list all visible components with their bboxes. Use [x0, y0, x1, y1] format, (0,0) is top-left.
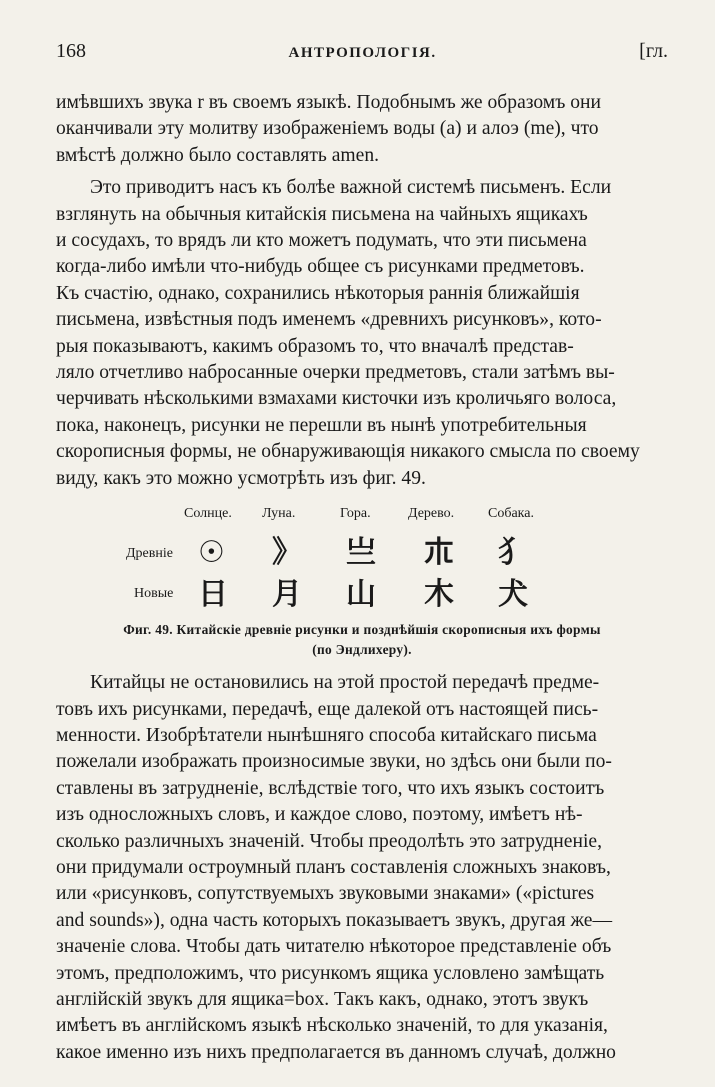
chapter-abbrev: [гл.: [639, 40, 668, 62]
text-line: сколько различныхъ значеній. Чтобы преодолѣть это затрудненіе,: [56, 830, 602, 852]
column-header-sun: Солнце.: [184, 506, 232, 522]
text-line: англійскій звукъ для ящика=box. Такъ какъ, однако, этотъ звукъ: [56, 988, 589, 1010]
text-line: ставлены въ затрудненіе, вслѣдствіе того, что ихъ языкъ состоитъ: [56, 777, 605, 799]
column-header-moon: Луна.: [262, 506, 296, 522]
text-line: они придумали остроумный планъ составленія сложныхъ знаковъ,: [56, 856, 611, 878]
text-line: менности. Изобрѣтатели нынѣшняго способа китайскаго письма: [56, 724, 597, 746]
running-title: АНТРОПОЛОГІЯ.: [288, 45, 437, 61]
text-line: имѣвшихъ звука r въ своемъ языкѣ. Подобнымъ же образомъ они: [56, 92, 602, 113]
book-page: [56, 40, 668, 1066]
modern-dog-glyph: 犬: [498, 577, 528, 613]
text-line: значеніе слова. Чтобы дать читателю нѣкоторое представленіе объ: [56, 936, 612, 958]
row-label-ancient: Древніе: [126, 546, 173, 562]
column-header-dog: Собака.: [488, 506, 534, 522]
row-label-modern: Новые: [134, 586, 174, 602]
text-line: пока, наконецъ, рисунки не перешли въ нынѣ употребительныя: [56, 414, 587, 436]
text-line: этомъ, предположимъ, что рисункомъ ящика условлено замѣщать: [56, 962, 605, 984]
text-line: изъ односложныхъ словъ, и каждое слово, поэтому, имѣетъ нѣ-: [56, 804, 583, 826]
text-line: товъ ихъ рисунками, передачѣ, еще далекой отъ настоящей пись-: [56, 698, 599, 720]
text-line: вмѣстѣ должно было составлять amen.: [56, 144, 380, 166]
figure-caption-line-1: Фиг. 49. Китайскіе древніе рисунки и позднѣйшія скорописныя ихъ формы: [123, 622, 601, 638]
text-line: скорописныя формы, не обнаруживающія никакого смысла по своему: [56, 441, 640, 463]
text-line: Къ счастію, однако, сохранились нѣкоторыя раннія ближайшія: [56, 282, 580, 304]
ancient-tree-glyph: 𣎳: [424, 535, 454, 571]
modern-moon-glyph: 月: [272, 577, 302, 613]
text-line: Китайцы не остановились на этой простой передачѣ предме-: [90, 672, 600, 694]
page-number: 168: [56, 40, 86, 62]
figure-caption-line-2: (по Эндлихеру).: [312, 642, 412, 658]
text-line: ляло отчетливо набросанные очерки предметовъ, стали затѣмъ вы-: [56, 362, 615, 384]
paragraph-1: [56, 90, 668, 169]
text-line: виду, какъ это можно усмотрѣть изъ фиг. 49.: [56, 467, 426, 489]
ancient-moon-glyph: 》: [272, 535, 302, 571]
text-line: and sounds»), одна часть которыхъ показываетъ звукъ, другая же—: [56, 909, 613, 931]
text-line: и сосудахъ, то врядъ ли кто можетъ подумать, что эти письмена: [56, 230, 587, 252]
text-line: черчивать нѣсколькими взмахами кисточки изъ кроличьяго волоса,: [56, 388, 617, 410]
column-header-mountain: Гора.: [340, 506, 371, 522]
text-line: письмена, извѣстныя подъ именемъ «древнихъ рисунковъ», кото-: [56, 309, 602, 331]
running-head: [56, 40, 668, 76]
text-line: взглянуть на обычныя китайскія письмена на чайныхъ ящикахъ: [56, 203, 588, 225]
modern-tree-glyph: 木: [424, 577, 454, 613]
ancient-sun-glyph: ☉: [198, 535, 225, 571]
text-line: имѣетъ въ англійскомъ языкѣ нѣсколько значеній, то для указанія,: [56, 1015, 608, 1037]
modern-mountain-glyph: 山: [346, 577, 376, 613]
text-line: пожелали изображать произносимые звуки, но здѣсь они были по-: [56, 751, 612, 773]
ancient-dog-glyph: 犭: [498, 535, 528, 571]
figure-49: [56, 502, 668, 662]
paragraph-3: [56, 670, 668, 1066]
text-line: рыя показываютъ, какимъ образомъ то, что вначалѣ представ-: [56, 335, 574, 357]
ancient-mountain-glyph: 亗: [346, 535, 376, 571]
modern-sun-glyph: 日: [198, 577, 228, 613]
paragraph-2: [56, 175, 668, 492]
text-line: Это приводитъ насъ къ болѣе важной системѣ письменъ. Если: [90, 177, 612, 199]
text-line: какое именно изъ нихъ предполагается въ данномъ случаѣ, должно: [56, 1041, 616, 1063]
text-line: когда-либо имѣли что-нибудь общее съ рисунками предметовъ.: [56, 256, 585, 278]
text-line: или «рисунковъ, сопутствуемыхъ звуковыми знаками» («pictures: [56, 883, 595, 905]
text-line: оканчивали эту молитву изображеніемъ воды (a) и алоэ (me), что: [56, 118, 599, 140]
column-header-tree: Дерево.: [408, 506, 455, 522]
